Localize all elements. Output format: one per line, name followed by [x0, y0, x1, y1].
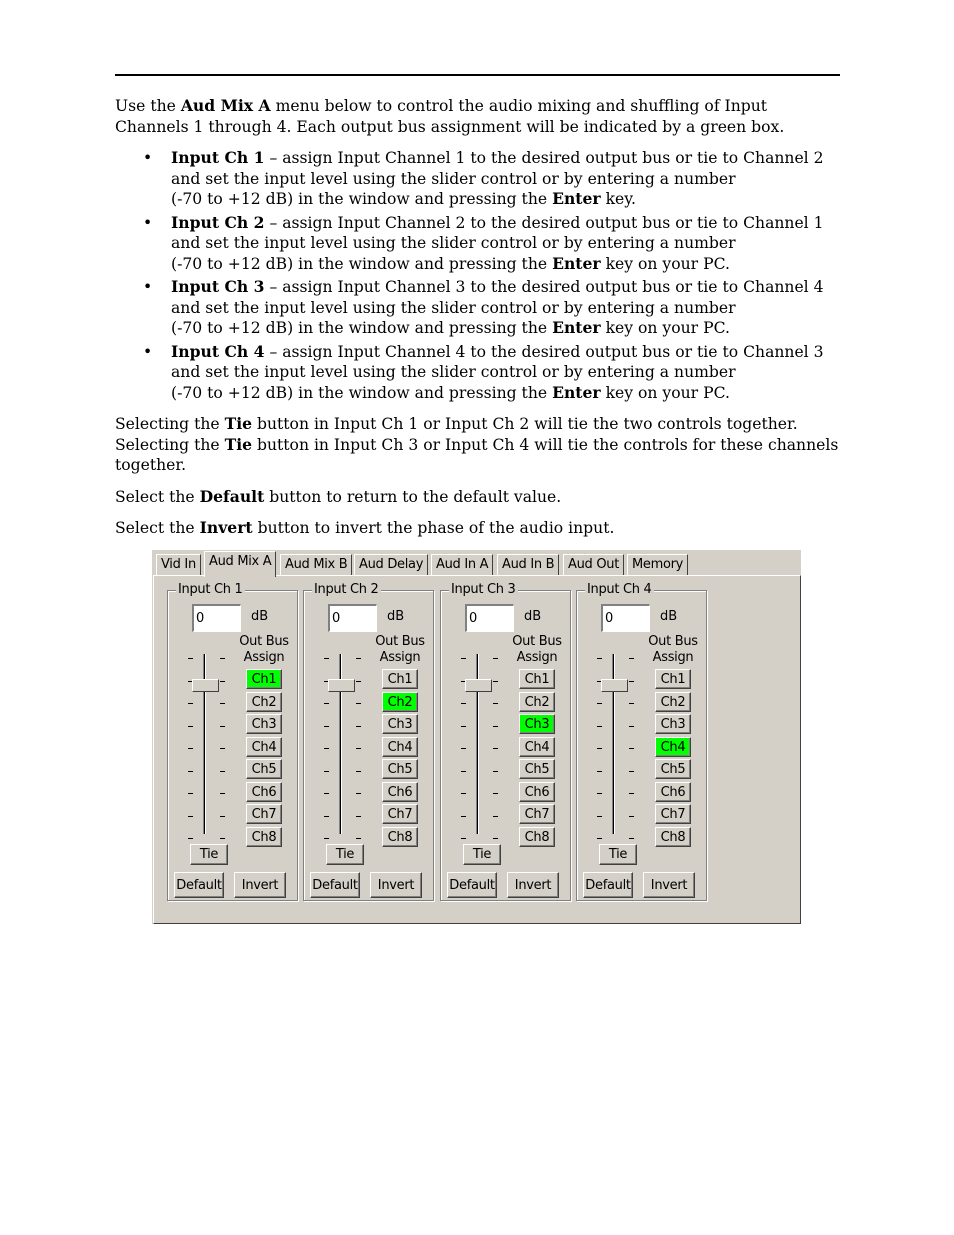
out-bus-ch5-button[interactable]: Ch5 [519, 759, 555, 779]
slider-tick [597, 793, 602, 794]
slider-tick [356, 726, 361, 727]
input-channel-list [115, 148, 845, 403]
slider-tick [629, 838, 634, 839]
level-input[interactable] [601, 604, 650, 632]
paragraph-text: Selecting the [115, 415, 225, 433]
out-bus-assign-label [503, 634, 571, 666]
slider-tick [461, 771, 466, 772]
out-bus-ch6-button[interactable]: Ch6 [519, 782, 555, 802]
slider-tick [324, 748, 329, 749]
tie-button[interactable]: Tie [599, 844, 637, 865]
slider-tick [220, 816, 225, 817]
slider-tick [220, 793, 225, 794]
slider-tick [324, 793, 329, 794]
out-bus-ch4-button[interactable]: Ch4 [519, 737, 555, 757]
out-bus-ch8-button[interactable]: Ch8 [382, 827, 418, 847]
default-button[interactable]: Default [174, 872, 224, 898]
slider-tick [356, 771, 361, 772]
intro-paragraph [115, 96, 845, 137]
slider-tick [220, 658, 225, 659]
default-button[interactable]: Default [310, 872, 360, 898]
slider-tick [220, 771, 225, 772]
slider-tick [597, 748, 602, 749]
out-bus-ch2-button[interactable]: Ch2 [382, 692, 418, 712]
input-channel-group [167, 582, 298, 901]
out-bus-ch8-button[interactable]: Ch8 [519, 827, 555, 847]
paragraph-text: button in Input Ch 1 or Input Ch 2 will tie the two controls together. Selecting the [115, 415, 798, 454]
tab-memory[interactable]: Memory [627, 554, 688, 575]
invert-button[interactable]: Invert [234, 872, 286, 898]
out-bus-ch7-button[interactable]: Ch7 [246, 804, 282, 824]
slider-tick [220, 681, 225, 682]
slider-tick [597, 726, 602, 727]
group-title: Input Ch 2 [314, 582, 379, 597]
out-bus-ch3-button[interactable]: Ch3 [655, 714, 691, 734]
header-rule [115, 74, 840, 76]
out-bus-assign-label [639, 634, 707, 666]
bullet-icon: • [143, 342, 153, 361]
tie-paragraph [115, 414, 845, 476]
group-title: Input Ch 3 [451, 582, 516, 597]
level-slider-thumb[interactable] [192, 679, 219, 692]
slider-tick [324, 703, 329, 704]
out-bus-ch6-button[interactable]: Ch6 [382, 782, 418, 802]
invert-button[interactable]: Invert [643, 872, 695, 898]
input-channel-group [440, 582, 571, 901]
out-bus-ch3-button[interactable]: Ch3 [519, 714, 555, 734]
list-item-text: (-70 to +12 dB) in the window and pressing the [171, 190, 553, 208]
list-item [115, 277, 845, 339]
slider-tick [356, 658, 361, 659]
level-slider-thumb[interactable] [465, 679, 492, 692]
slider-tick [493, 816, 498, 817]
list-item-text: (-70 to +12 dB) in the window and pressing the [171, 319, 553, 337]
slider-tick [220, 748, 225, 749]
slider-tick [597, 816, 602, 817]
out-bus-ch2-button[interactable]: Ch2 [246, 692, 282, 712]
out-bus-ch5-button[interactable]: Ch5 [655, 759, 691, 779]
list-item-title: Input Ch 1 [171, 148, 265, 167]
db-unit-label: dB [524, 609, 542, 624]
slider-tick [493, 681, 498, 682]
out-bus-ch4-button[interactable]: Ch4 [246, 737, 282, 757]
out-bus-ch3-button[interactable]: Ch3 [246, 714, 282, 734]
out-bus-label: Out Bus [239, 634, 289, 649]
paragraph-keyword: Tie [224, 434, 253, 454]
input-channel-group [576, 582, 707, 901]
slider-tick [629, 816, 634, 817]
slider-tick [493, 793, 498, 794]
slider-tick [461, 748, 466, 749]
out-bus-ch7-button[interactable]: Ch7 [655, 804, 691, 824]
input-channel-group [303, 582, 434, 901]
paragraph-text: Select the [115, 487, 200, 506]
slider-tick [597, 771, 602, 772]
db-unit-label: dB [660, 609, 678, 624]
tie-button[interactable]: Tie [190, 844, 228, 865]
slider-tick [188, 658, 193, 659]
slider-tick [461, 838, 466, 839]
slider-tick [188, 748, 193, 749]
list-item [115, 148, 845, 210]
intro-text: Use the [115, 97, 181, 115]
level-input[interactable] [465, 604, 514, 632]
out-bus-label: Out Bus [648, 634, 698, 649]
list-item-text: (-70 to +12 dB) in the window and pressing the [171, 383, 553, 402]
paragraph-text: button in Input Ch 3 or Input Ch 4 will tie the controls for these channels together. [115, 435, 839, 474]
slider-tick [356, 793, 361, 794]
paragraph-text: button to invert the phase of the audio input. [252, 519, 615, 537]
out-bus-ch8-button[interactable]: Ch8 [246, 827, 282, 847]
slider-tick [629, 681, 634, 682]
out-bus-ch1-button[interactable]: Ch1 [519, 669, 555, 689]
slider-tick [597, 838, 602, 839]
paragraph-keyword: Invert [199, 518, 253, 537]
slider-tick [493, 748, 498, 749]
slider-tick [461, 726, 466, 727]
out-bus-ch4-button[interactable]: Ch4 [655, 737, 691, 757]
slider-tick [356, 681, 361, 682]
list-item-text: key on your PC. [600, 254, 730, 273]
tie-button[interactable]: Tie [326, 844, 364, 865]
tab-aud-delay[interactable]: Aud Delay [354, 554, 428, 575]
list-item [115, 213, 845, 275]
slider-tick [461, 793, 466, 794]
default-button[interactable]: Default [583, 872, 633, 898]
slider-tick [356, 703, 361, 704]
slider-tick [188, 793, 193, 794]
slider-tick [493, 771, 498, 772]
list-item-key: Enter [552, 382, 601, 402]
list-item-text: – assign Input Channel 2 to the desired output bus or tie to Channel 1 and set the input level using the slider control or by entering a number [171, 213, 824, 252]
tie-button[interactable]: Tie [463, 844, 501, 865]
slider-tick [493, 658, 498, 659]
level-slider-thumb[interactable] [601, 679, 628, 692]
out-bus-ch6-button[interactable]: Ch6 [655, 782, 691, 802]
level-input[interactable] [192, 604, 241, 632]
slider-tick [597, 703, 602, 704]
level-slider-thumb[interactable] [328, 679, 355, 692]
slider-tick [220, 838, 225, 839]
list-item-text: key. [600, 190, 636, 208]
slider-tick [356, 838, 361, 839]
intro-menu-name: Aud Mix A [180, 96, 271, 115]
list-item [115, 342, 845, 404]
slider-tick [629, 793, 634, 794]
invert-button[interactable]: Invert [507, 872, 559, 898]
assign-label: Assign [516, 650, 558, 665]
tab-aud-mix-a[interactable]: Aud Mix A [204, 551, 276, 577]
document-body [115, 96, 845, 550]
default-button[interactable]: Default [447, 872, 497, 898]
slider-tick [356, 748, 361, 749]
out-bus-assign-label [366, 634, 434, 666]
slider-tick [356, 816, 361, 817]
out-bus-ch7-button[interactable]: Ch7 [519, 804, 555, 824]
list-item-title: Input Ch 3 [171, 277, 265, 296]
level-input[interactable] [328, 604, 377, 632]
out-bus-ch4-button[interactable]: Ch4 [382, 737, 418, 757]
group-title: Input Ch 1 [178, 582, 243, 597]
tab-aud-mix-b[interactable]: Aud Mix B [280, 554, 352, 575]
assign-label: Assign [379, 650, 421, 665]
db-unit-label: dB [387, 609, 405, 624]
out-bus-ch1-button[interactable]: Ch1 [655, 669, 691, 689]
slider-tick [629, 658, 634, 659]
tab-bar [152, 550, 801, 576]
slider-tick [220, 703, 225, 704]
list-item-key: Enter [552, 253, 601, 273]
out-bus-ch2-button[interactable]: Ch2 [655, 692, 691, 712]
slider-tick [220, 726, 225, 727]
slider-tick [324, 658, 329, 659]
assign-label: Assign [652, 650, 694, 665]
slider-tick [461, 658, 466, 659]
paragraph-text: Select the [115, 519, 200, 537]
assign-label: Assign [243, 650, 285, 665]
slider-tick [493, 838, 498, 839]
aud-mix-panel [152, 550, 801, 924]
tab-aud-in-a[interactable]: Aud In A [431, 554, 493, 575]
tab-aud-out[interactable]: Aud Out [563, 554, 624, 575]
slider-tick [629, 703, 634, 704]
out-bus-ch1-button[interactable]: Ch1 [382, 669, 418, 689]
paragraph-text: button to return to the default value. [264, 487, 562, 506]
slider-tick [493, 703, 498, 704]
default-paragraph [115, 487, 845, 508]
list-item-title: Input Ch 2 [171, 212, 265, 232]
out-bus-ch1-button[interactable]: Ch1 [246, 669, 282, 689]
out-bus-ch5-button[interactable]: Ch5 [382, 759, 418, 779]
out-bus-ch8-button[interactable]: Ch8 [655, 827, 691, 847]
slider-tick [324, 726, 329, 727]
out-bus-ch2-button[interactable]: Ch2 [519, 692, 555, 712]
out-bus-label: Out Bus [375, 634, 425, 649]
paragraph-keyword: Tie [224, 414, 253, 433]
list-item-text: – assign Input Channel 1 to the desired output bus or tie to Channel 2 and set the input level using the slider control or by entering a number [171, 149, 824, 188]
bullet-icon: • [143, 278, 153, 296]
list-item-text: (-70 to +12 dB) in the window and pressing the [171, 254, 553, 273]
list-item-text: – assign Input Channel 3 to the desired output bus or tie to Channel 4 and set the input level using the slider control or by entering a number [171, 278, 824, 317]
slider-tick [188, 838, 193, 839]
bullet-icon: • [143, 213, 153, 232]
out-bus-ch6-button[interactable]: Ch6 [246, 782, 282, 802]
slider-tick [324, 771, 329, 772]
slider-tick [188, 816, 193, 817]
slider-tick [493, 726, 498, 727]
list-item-text: key on your PC. [600, 319, 730, 337]
slider-tick [461, 816, 466, 817]
invert-paragraph [115, 518, 845, 539]
slider-tick [188, 726, 193, 727]
slider-tick [188, 703, 193, 704]
list-item-title: Input Ch 4 [171, 341, 265, 361]
slider-tick [461, 703, 466, 704]
out-bus-ch7-button[interactable]: Ch7 [382, 804, 418, 824]
tab-aud-in-b[interactable]: Aud In B [497, 554, 559, 575]
slider-tick [629, 726, 634, 727]
slider-tick [629, 748, 634, 749]
group-title: Input Ch 4 [587, 582, 652, 597]
db-unit-label: dB [251, 609, 269, 624]
out-bus-ch5-button[interactable]: Ch5 [246, 759, 282, 779]
slider-tick [188, 771, 193, 772]
slider-tick [629, 771, 634, 772]
out-bus-assign-label [230, 634, 298, 666]
slider-tick [324, 838, 329, 839]
intro-text: menu below to control the audio mixing and shuffling of Input Channels 1 through 4. Each output bus assignment will be indicated by a green box. [115, 97, 785, 136]
out-bus-label: Out Bus [512, 634, 562, 649]
list-item-key: Enter [552, 318, 601, 337]
paragraph-keyword: Default [199, 486, 265, 506]
invert-button[interactable]: Invert [370, 872, 422, 898]
list-item-text: – assign Input Channel 4 to the desired output bus or tie to Channel 3 and set the input level using the slider control or by entering a number [171, 342, 824, 381]
out-bus-ch3-button[interactable]: Ch3 [382, 714, 418, 734]
slider-tick [324, 816, 329, 817]
tab-vid-in[interactable]: Vid In [156, 554, 201, 575]
bullet-icon: • [143, 149, 153, 167]
slider-tick [597, 658, 602, 659]
list-item-text: key on your PC. [600, 383, 730, 402]
list-item-key: Enter [552, 189, 601, 208]
